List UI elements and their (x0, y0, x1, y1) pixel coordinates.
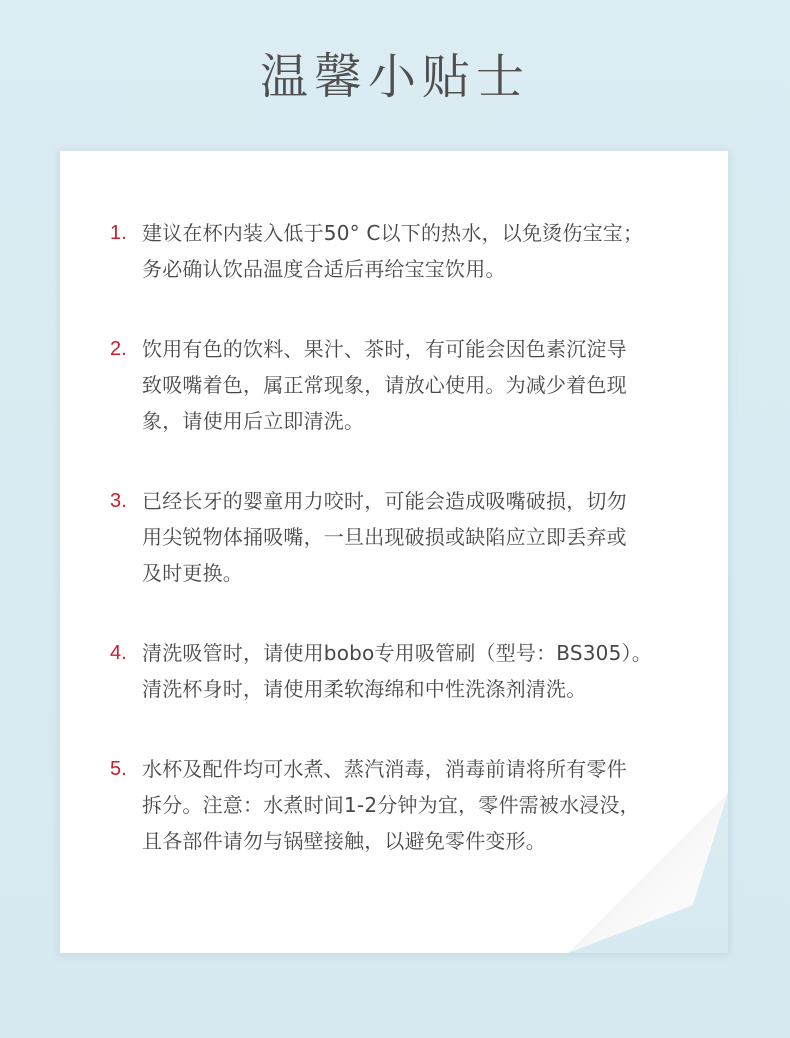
tip-line: 致吸嘴着色，属正常现象，请放心使用。为减少着色现 (142, 373, 627, 397)
tip-number: 2. (110, 338, 127, 360)
tip-line: 用尖锐物体捅吸嘴，一旦出现破损或缺陷应立即丢弃或 (142, 525, 627, 549)
tip-item-3 (60, 483, 728, 591)
tip-line: 清洗吸管时，请使用bobo专用吸管刷（型号：BS305）。 (142, 641, 652, 665)
tip-item-4 (60, 635, 728, 707)
tip-text (142, 215, 702, 287)
tip-line: 已经长牙的婴童用力咬时，可能会造成吸嘴破损，切勿 (142, 489, 627, 513)
tip-item-1 (60, 215, 728, 287)
tip-line: 务必确认饮品温度合适后再给宝宝饮用。 (142, 257, 506, 281)
tips-list (60, 215, 728, 903)
tip-text (142, 331, 702, 439)
tips-card (60, 151, 728, 953)
tip-text (142, 635, 702, 707)
tip-line: 饮用有色的饮料、果汁、茶时，有可能会因色素沉淀导 (142, 337, 627, 361)
tip-number: 5. (110, 758, 127, 780)
page-title: 温馨小贴士 (259, 49, 530, 105)
tip-item-5 (60, 751, 728, 859)
tip-text (142, 751, 702, 859)
tip-number: 1. (110, 222, 127, 244)
tip-number: 3. (110, 490, 127, 512)
tip-line: 水杯及配件均可水煮、蒸汽消毒，消毒前请将所有零件 (142, 757, 627, 781)
tip-line: 且各部件请勿与锅壁接触，以避免零件变形。 (142, 829, 546, 853)
tip-number: 4. (110, 642, 127, 664)
tip-item-2 (60, 331, 728, 439)
tip-text (142, 483, 702, 591)
tip-line: 清洗杯身时，请使用柔软海绵和中性洗涤剂清洗。 (142, 677, 587, 701)
tip-line: 拆分。注意：水煮时间1-2分钟为宜，零件需被水浸没， (142, 793, 640, 817)
tip-line: 象，请使用后立即清洗。 (142, 409, 365, 433)
tip-line: 及时更换。 (142, 561, 243, 585)
tip-line: 建议在杯内装入低于50° C以下的热水，以免烫伤宝宝； (142, 221, 644, 245)
